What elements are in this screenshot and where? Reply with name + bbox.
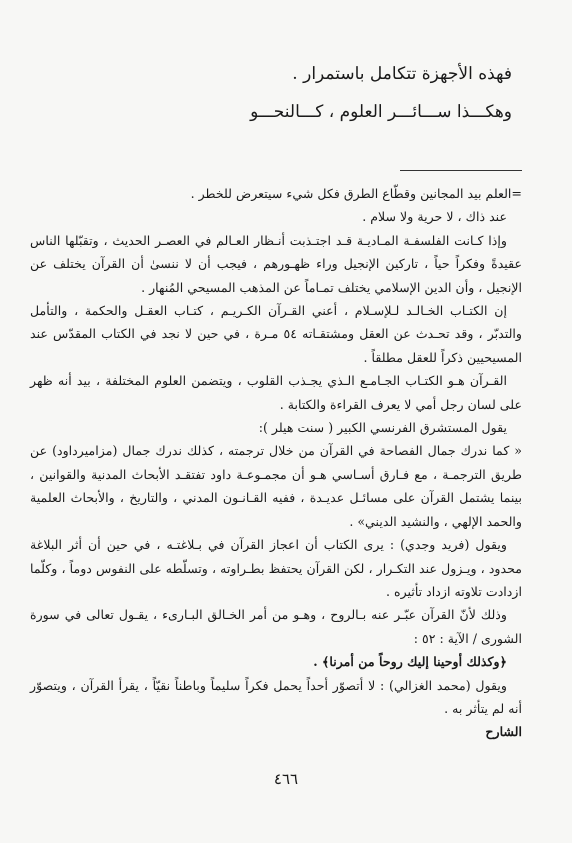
paragraph-8: ويقول (فريد وجدي) : يرى الكتاب أن اعجاز القرآن في بـلاغتـه ، في حين أن أثر البلاغة محدود ، ويـزول عند التكـرار ، لكن القرآن يحتفظ بطـراوته ، وتسلّطه على النفوس دوماً ، وكلّما ازدادت تلاوته ازداد تأثيره . bbox=[30, 537, 522, 599]
paragraph-4: إن الكتـاب الخـالـد لـلإسـلام ، أعني القـرآن الكـريـم ، كتـاب العقـل والحكمة ، والتأمل والتدبّر ، وقد تحـدث عن العقل ومشتقـاته ٥٤ مـرة ، في حين لا نجد في الكتاب المقدّس عند المسيحيين ذكراً للعقل مطلقاً . bbox=[30, 303, 522, 365]
signature: الشارح bbox=[485, 724, 522, 740]
paragraph-11: ويقول (محمد الغزالي) : لا أتصوّر أحداً يحمل فكراً سليماً وباطناً نقيّاً ، يقرأ القرآن ، ويتصوّر أنه لم يتأثر به . bbox=[30, 677, 522, 716]
quran-verse: ﴿وكذلك أوحينا إليك روحاً من أمرنا﴾ . bbox=[313, 654, 507, 670]
page-number: ٤٦٦ bbox=[273, 770, 299, 788]
paragraph-5: القـرآن هـو الكتـاب الجـامـع الـذي يجـذب القلوب ، ويتضمن العلوم المختلفة ، بيد أنه ظهر على لسان رجل أمي لا يعرف القراءة والكتابة . bbox=[30, 373, 522, 412]
top-line-2: وهكـــذا ســـائـــر العلوم ، كـــالنحـــو bbox=[250, 102, 512, 122]
footnote-body bbox=[30, 182, 522, 744]
top-line-1: فهذه الأجهزة تتكامل باستمرار . bbox=[292, 64, 512, 84]
paragraph-1: =العلم بيد المجانين وقطّاع الطرق فكل شيء سيتعرض للخطر . bbox=[190, 186, 522, 201]
paragraph-9: وذلك لأنّ القرآن عبّـر عنه بـالروح ، وهـو من أمر الخـالق البـارىء ، يقـول تعالى في سورة الشورى / الآية : ٥٢ : bbox=[30, 607, 522, 646]
quote-paragraph: « كما ندرك جمال الفصاحة في القرآن من خلال ترجمته ، كذلك ندرك جمال (مزاميرداود) عن طريق الترجمـة ، مع فـارق أسـاسي هـو أن مجمـوعـة داود تفتقـد الأبحاث المدنية والقوانين ، بينما يشتمل القرآن على مسائـل عديـدة ، ففيه القـانـون المدني ، والتاريخ ، والأبحاث العلمية والحمد الإلهي ، والنشيد الديني» . bbox=[30, 443, 522, 529]
paragraph-3: وإذا كـانت الفلسفـة المـاديـة قـد اجتـذبت أنـظار العـالم في العصـر الحديث ، وتقبّلها الناس عقيدةً وفكراً حياً ، تاركين الإنجيل وراء ظهـورهم ، فيجب أن لا ننسىٰ أن القرآن يختلف عن الإنجيل ، وأن الدين الإسلامي يختلف تمـاماً عن المذهب المسيحي المُنهار . bbox=[30, 232, 522, 295]
paragraph-6: يقول المستشرق الفرنسي الكبير ( سنت هيلر ): bbox=[258, 420, 507, 436]
paragraph-2: عند ذاك ، لا حرية ولا سلام . bbox=[362, 209, 507, 225]
footnote-divider bbox=[400, 170, 522, 171]
